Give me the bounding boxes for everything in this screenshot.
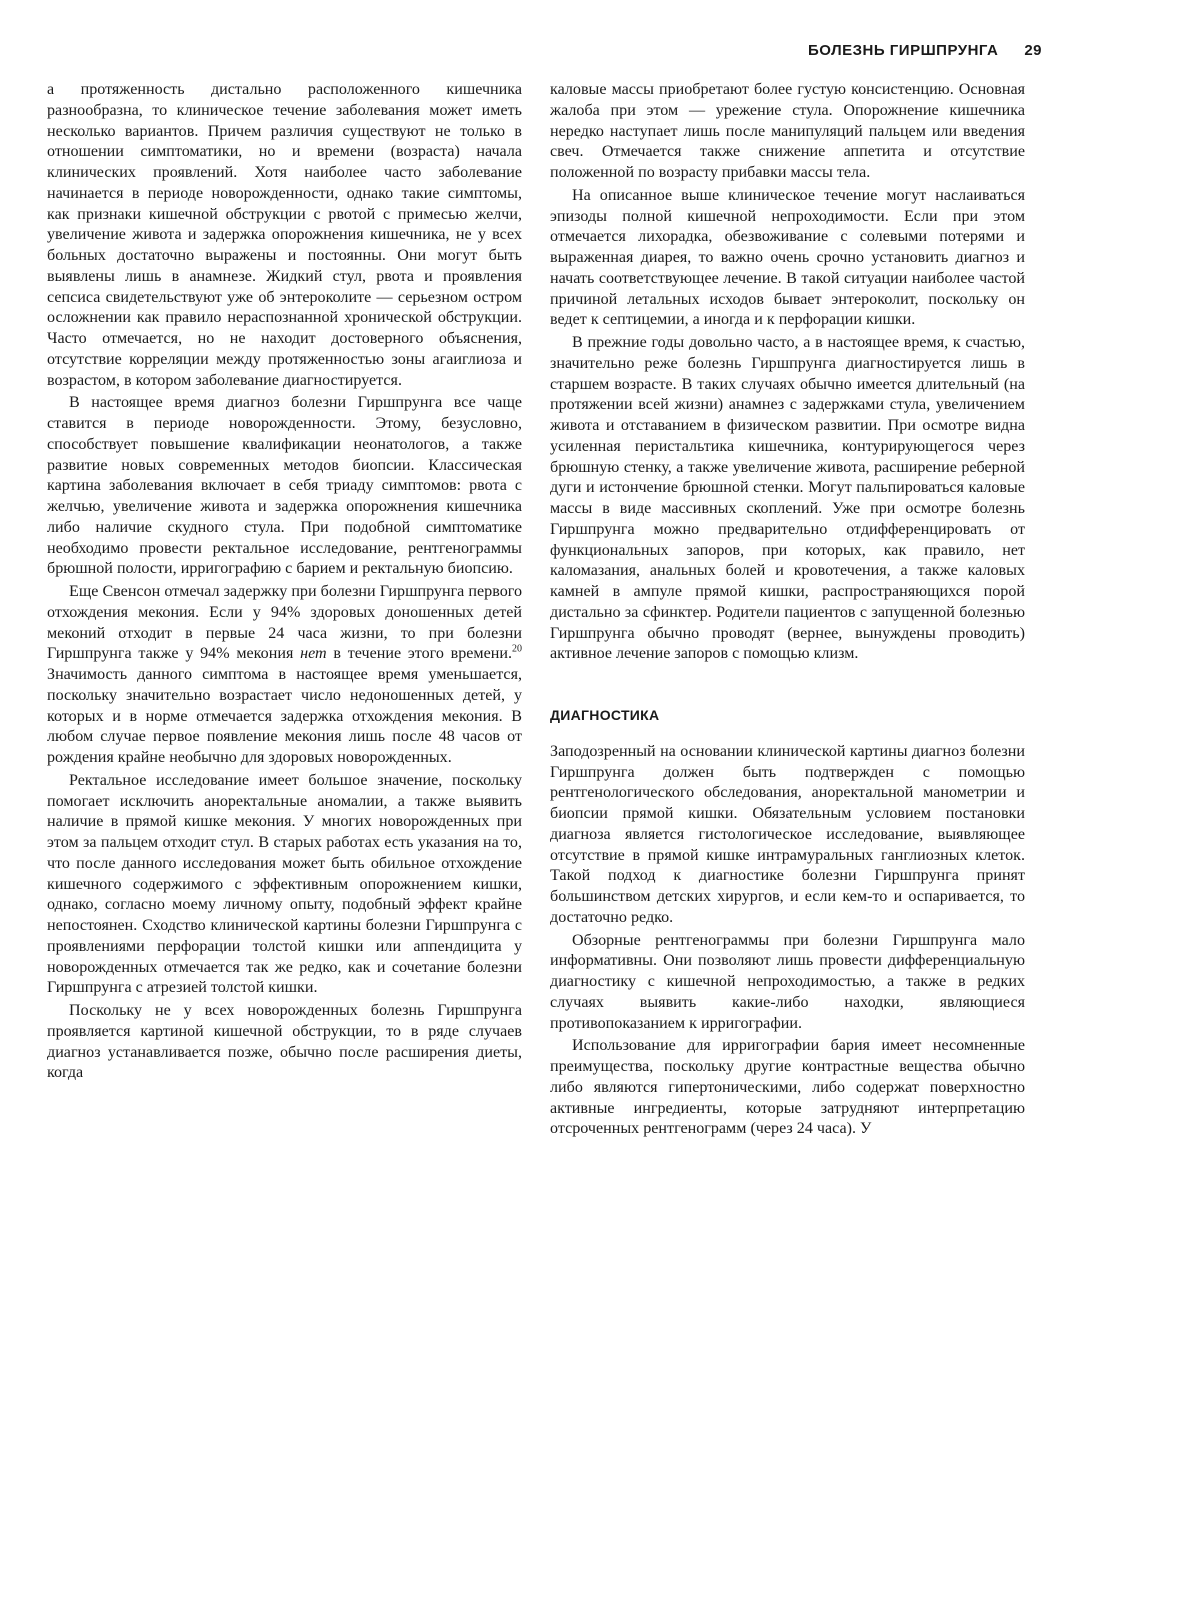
paragraph-text: Еще Свенсон отмечал задержку при болезни Гиршпрунга первого отхождения мекония. Если у 94% здоровых доношенных детей меконий отходит в первые 24 часа жизни, то при болезни Гиршпрунга также у 94% мекония — [47, 583, 522, 663]
paragraph: Использование для ирригографии бария имеет несомненные преимущества, поскольку другие контрастные вещества обычно либо являются гипертоническими, либо содержат поверхностно активные ингредиенты, которые затрудняют интерпретацию отсроченных рентгенограмм (через 24 часа). У — [550, 1037, 1025, 1138]
page-number: 29 — [1024, 42, 1042, 59]
left-column — [47, 80, 522, 1086]
right-column — [550, 80, 1025, 1142]
paragraph: В настоящее время диагноз болезни Гиршпрунга все чаще ставится в периоде новорожденности. Этому, безусловно, способствует повышение квалификации неонатологов, а также развитие новых современных методов биопсии. Классическая картина заболевания включает в себя триаду симптомов: рвота с желчью, увеличение живота и задержка опорожнения кишечника либо наличие скудного стула. При подобной симптоматике необходимо провести ректальное исследование, рентгенограммы брюшной полости, ирригографию с барием и ректальную биопсию. — [47, 394, 522, 578]
paragraph-text: Значимость данного симптома в настоящее время уменьшается, поскольку значительно возрастает число недоношенных детей, у которых и в норме отмечается задержка отхождения мекония. В любом случае первое появление мекония лишь после 48 часов от рождения крайне необычно для здоровых новорожденных. — [47, 666, 522, 766]
section-heading: ДИАГНОСТИКА — [550, 707, 660, 723]
paragraph: Обзорные рентгенограммы при болезни Гиршпрунга мало информативны. Они позволяют лишь провести дифференциальную диагностику с кишечной непроходимостью, а также в редких случаях выявить какие-либо находки, являющиеся противопоказанием к ирригографии. — [550, 931, 1025, 1032]
emphasized-word: нет — [300, 645, 327, 663]
paragraph-text: в течение этого времени. — [326, 645, 512, 663]
paragraph: В прежние годы довольно часто, а в настоящее время, к счастью, значительно реже болезнь Гиршпрунга диагностируется лишь в старшем возрасте. В таких случаях обычно имеется длительный (на протяжении всей жизни) анамнез с задержками стула, увеличением живота и отставанием в физическом развитии. При осмотре видна усиленная перистальтика кишечника, контурирующегося через брюшную стенку, а также увеличение живота, расширение реберной дуги и истончение брюшной стенки. Могут пальпироваться каловые массы в виде массивных скоплений. Уже при осмотре болезнь Гиршпрунга можно предварительно отдифференцировать от функциональных запоров, при которых, как правило, нет каломазания, анальных болей и кровотечения, а также каловых камней в ампуле прямой кишки, распространяющихся порой дистально за сфинктер. Родители пациентов с запущенной болезнью Гиршпрунга обычно проводят (вернее, вынуждены проводить) активное лечение запоров с помощью клизм. — [550, 334, 1025, 663]
paragraph: Поскольку не у всех новорожденных болезнь Гиршпрунга проявляется картиной кишечной обструкции, то в ряде случаев диагноз устанавливается позже, обычно после расширения диеты, когда — [47, 1002, 522, 1082]
paragraph: а протяженность дистально расположенного кишечника разнообразна, то клиническое течение заболевания может иметь несколько вариантов. Причем различия существуют не только в отношении симптоматики, но и времени (возраста) начала клинических проявлений. Хотя наиболее часто заболевание начинается в периоде новорожденности, однако такие симптомы, как признаки кишечной обструкции с рвотой с примесью желчи, увеличение живота и задержка опорожнения кишечника, не у всех больных достаточно выражены и постоянны. Они могут быть выявлены лишь в анамнезе. Жидкий стул, рвота и проявления сепсиса свидетельствуют уже об энтероколите — серьезном остром осложнении как правило нераспознанной хронической обструкции. Часто отмечается, но не находит достоверного объяснения, отсутствие корреляции между протяженностью зоны агаиглиоза и возрастом, в котором заболевание диагностируется. — [47, 81, 522, 389]
reference-superscript: 20 — [512, 643, 522, 655]
paragraph: Заподозренный на основании клинической картины диагноз болезни Гиршпрунга должен быть подтвержден с помощью рентгенологического обследования, аноректальной манометрии и биопсии прямой кишки. Обязательным условием постановки диагноза является гистологическое исследование, выявляющее отсутствие в прямой кишке интрамуральных ганглиозных клеток. Такой подход к диагностике болезни Гиршпрунга принят большинством детских хирургов, и если кем-то и оспаривается, то достаточно редко. — [550, 742, 1025, 926]
paragraph-with-reference — [47, 582, 522, 769]
running-header — [808, 42, 1042, 59]
paragraph: Ректальное исследование имеет большое значение, поскольку помогает исключить аноректальные аномалии, а также выявить наличие в прямой кишке мекония. У многих новорожденных при этом за пальцем отходит стул. В старых работах есть указания на то, что после данного исследования может быть обильное отхождение кишечного содержимого с эффективным опорожнением кишки, однако, согласно моему личному опыту, подобный эффект крайне непостоянен. Сходство клинической картины болезни Гиршпрунга с проявлениями перфорации толстой кишки или аппендицита у новорожденных отмечается так же редко, как и сочетание болезни Гиршпрунга с атрезией толстой кишки. — [47, 771, 522, 997]
paragraph: каловые массы приобретают более густую консистенцию. Основная жалоба при этом — урежение стула. Опорожнение кишечника нередко наступает лишь после манипуляций пальцем или введения свеч. Отмечается также снижение аппетита и отсутствие положенной по возрасту прибавки массы тела. — [550, 81, 1025, 181]
running-title: БОЛЕЗНЬ ГИРШПРУНГА — [808, 42, 999, 59]
paragraph: На описанное выше клиническое течение могут наслаиваться эпизоды полной кишечной непроходимости. Если при этом отмечается лихорадка, обезвоживание с солевыми потерями и выраженная диарея, то важно очень срочно установить диагноз и начать соответствующее лечение. В такой ситуации наиболее частой причиной летальных исходов бывает энтероколит, поскольку он ведет к септицемии, а иногда и к перфорации кишки. — [550, 186, 1025, 329]
